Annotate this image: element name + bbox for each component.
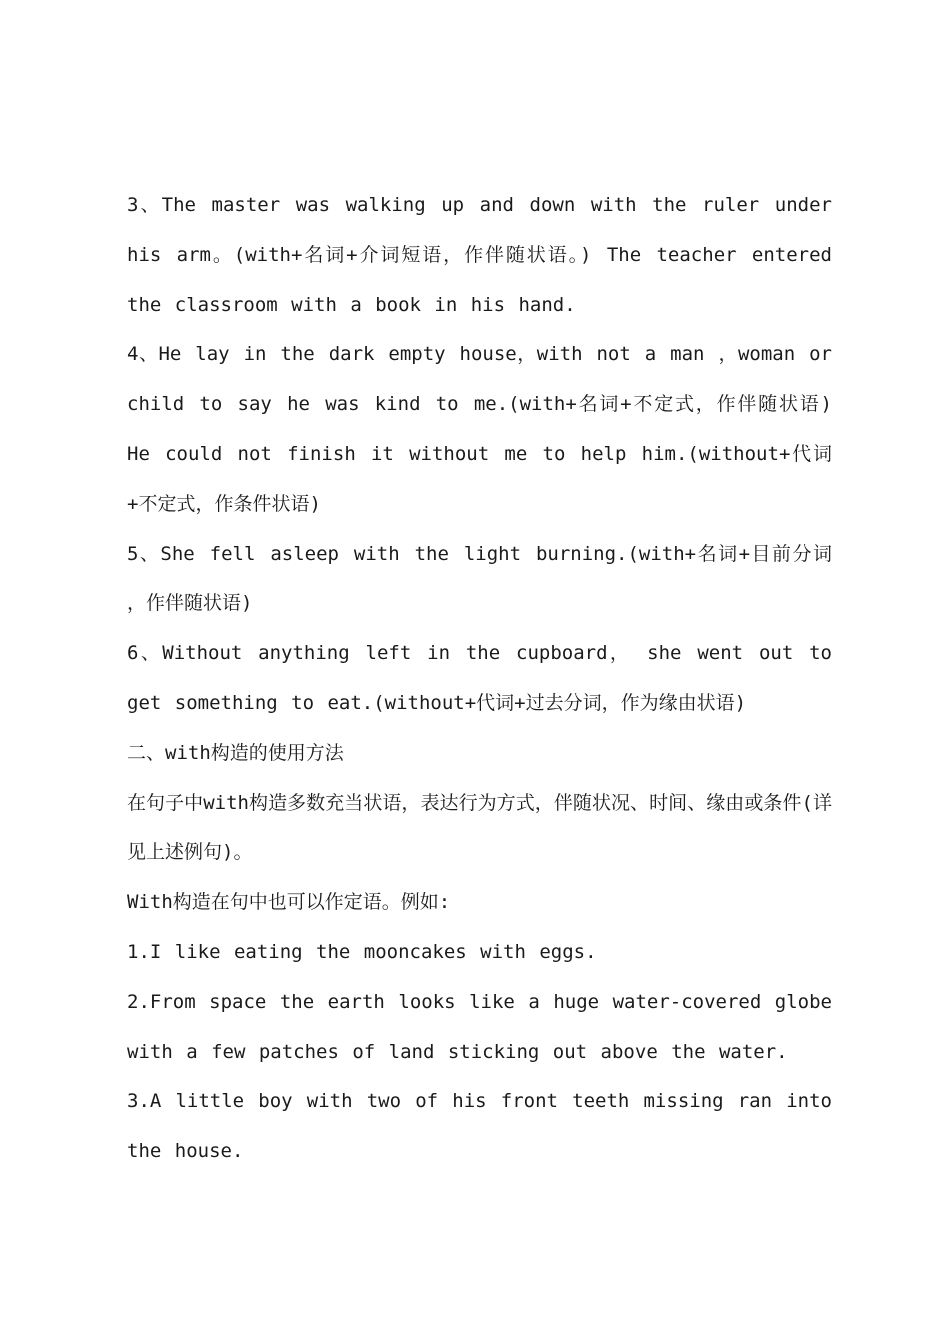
attributive-example-2: 2.From space the earth looks like a huge water-covered globe with a few patches of land sticking out above the water. xyxy=(127,990,832,1063)
example-paragraph-4: 4、He lay in the dark empty house，with not a man ，woman or child to say he was kind to me.(with+名词+不定式，作伴随状语) He could not finish it without me to help him.(without+代词 +不定式，作条件状语) xyxy=(127,343,832,515)
usage-paragraph: 在句子中with构造多数充当状语，表达行为方式，伴随状况、时间、缘由或条件(详见上述例句)。 xyxy=(127,791,832,864)
attributive-intro: With构造在句中也可以作定语。例如: xyxy=(127,891,451,914)
attributive-example-1: 1.I like eating the mooncakes with eggs. xyxy=(127,940,597,963)
example-paragraph-5: 5、She fell asleep with the light burning.(with+名词+目前分词 ，作伴随状语) xyxy=(127,542,832,615)
example-paragraph-3: 3、The master was walking up and down with the ruler under his arm。(with+名词+介词短语，作伴随状语。) The teacher entered the classroom with a book in his hand. xyxy=(127,194,832,316)
example-paragraph-6: 6、Without anything left in the cupboard， she went out to get something to eat.(without+代词+过去分词，作为缘由状语) xyxy=(127,642,832,714)
document-body xyxy=(127,181,832,1177)
section-heading: 二、with构造的使用方法 xyxy=(127,741,344,764)
attributive-example-3: 3.A little boy with two of his front teeth missing ran into the house. xyxy=(127,1090,832,1163)
